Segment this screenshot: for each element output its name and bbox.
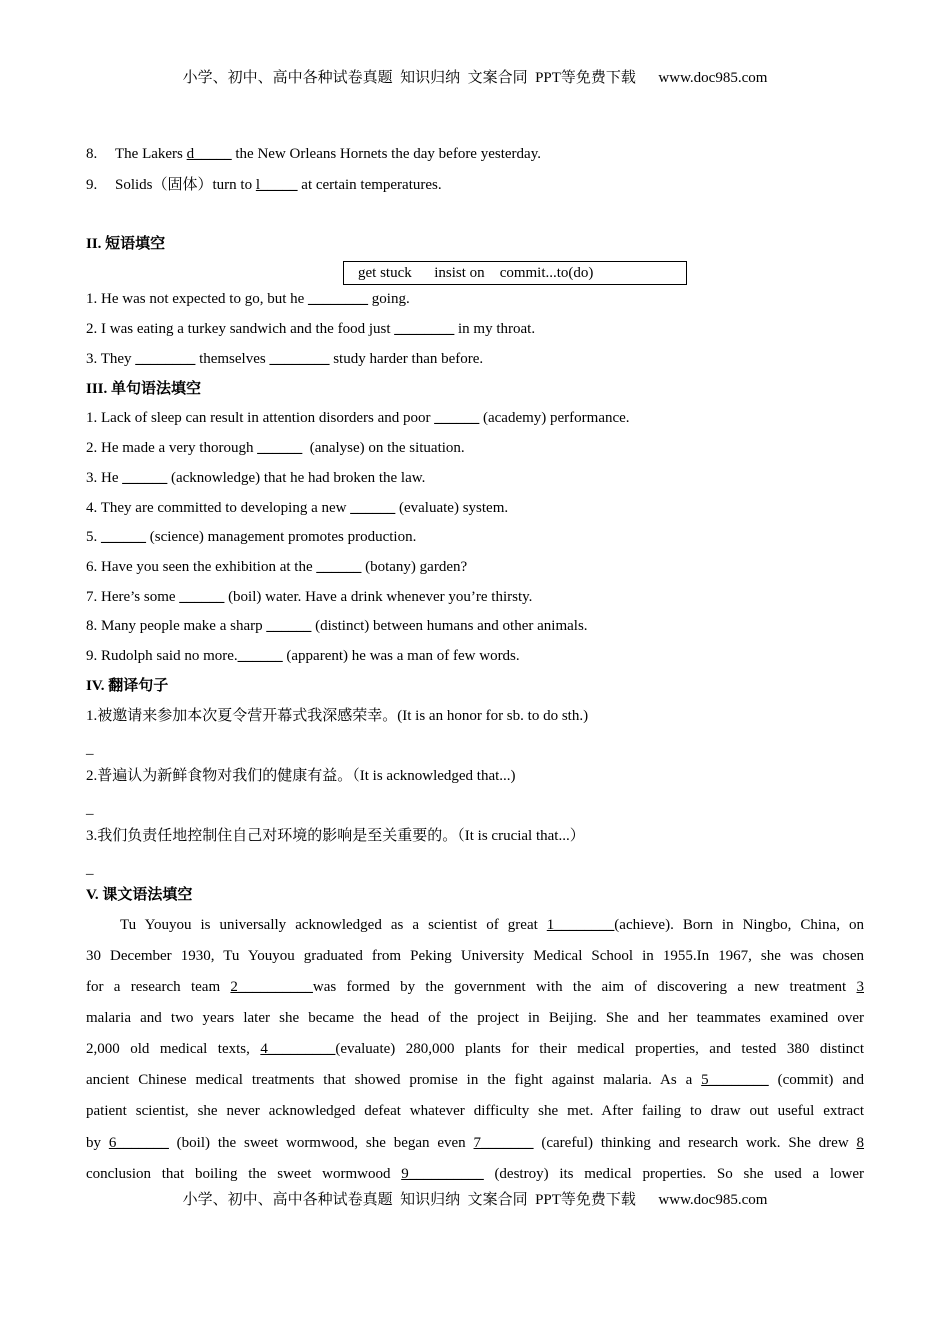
text-segment: (acknowledge) that he had broken the law. [167, 470, 426, 486]
text-line [86, 1071, 864, 1089]
answer-blank: 5________ [701, 1072, 769, 1088]
answer-blank: ______ [316, 559, 362, 575]
text-line [86, 528, 416, 546]
page-footer: 小学、初中、高中各种试卷真题 知识归纳 文案合同 PPT等免费下载 www.doc985.com [182, 1192, 768, 1208]
text-line [86, 1134, 864, 1152]
word-box [343, 261, 687, 285]
text-line [86, 767, 516, 785]
text-segment: (achieve). Born in Ningbo, China, on [614, 917, 864, 933]
text-segment: the New Orleans Hornets the day before yesterday. [231, 146, 541, 162]
text-segment: (apparent) he was a man of few words. [282, 648, 520, 664]
text-segment: 1. He was not expected to go, but he [86, 291, 309, 307]
text-segment: III. 单句语法填空 [86, 381, 202, 397]
text-segment: 6. Have you seen the exhibition at the [86, 559, 317, 575]
text-segment: 2. He made a very thorough [86, 440, 258, 456]
text-segment: 1. Lack of sleep can result in attention disorders and poor [86, 410, 435, 426]
text-segment: 2.普遍认为新鲜食物对我们的健康有益。（It is acknowledged that...) [86, 768, 516, 784]
text-line [86, 409, 630, 427]
text-segment: (science) management promotes production. [146, 529, 417, 545]
text-segment: II. 短语填空 [86, 236, 166, 252]
text-line [86, 469, 425, 487]
text-segment: 30 December 1930, Tu Youyou graduated from Peking University Medical School in 1955.In 1967, she was chosen [86, 948, 864, 964]
text-line [86, 558, 467, 576]
answer-blank: ________ [269, 351, 330, 367]
text-segment: 2,000 old medical texts, [86, 1041, 261, 1057]
text-line [86, 647, 520, 665]
text-segment: 5. [86, 529, 101, 545]
text-segment: The Lakers [115, 146, 187, 162]
text-segment: _ [86, 801, 94, 817]
text-line [86, 707, 588, 725]
text-segment: at certain temperatures. [297, 177, 442, 193]
text-segment: V. 课文语法填空 [86, 887, 193, 903]
answer-blank: 4_________ [260, 1041, 336, 1057]
text-line [86, 176, 442, 194]
text-segment: (destroy) its medical properties. So she used a lower [483, 1166, 864, 1182]
answer-blank: ______ [122, 470, 168, 486]
answer-blank: ________ [308, 291, 369, 307]
answer-blank: ______ [350, 500, 396, 516]
answer-blank: ______ [266, 618, 312, 634]
answer-blank: 6_______ [108, 1135, 169, 1151]
answer-blank: 7_______ [473, 1135, 534, 1151]
answer-blank: ______ [434, 410, 480, 426]
text-line [86, 916, 864, 934]
text-segment: _ [86, 861, 94, 877]
text-line [86, 1102, 864, 1120]
text-segment: by [86, 1135, 109, 1151]
text-segment: (botany) garden? [361, 559, 468, 575]
answer-blank: l_____ [255, 177, 298, 193]
text-segment: conclusion that boiling the sweet wormwood [86, 1166, 402, 1182]
text-line [86, 320, 535, 338]
answer-blank: d_____ [186, 146, 232, 162]
text-line [86, 1165, 864, 1183]
text-segment: 7. Here’s some [86, 589, 180, 605]
text-segment: Solids（固体）turn to [115, 177, 256, 193]
text-line [86, 860, 94, 878]
section-heading [86, 886, 192, 904]
text-segment: study harder than before. [329, 351, 484, 367]
text-line [86, 499, 508, 517]
answer-blank: ________ [394, 321, 455, 337]
answer-blank: 8 [856, 1135, 865, 1151]
word-box-item: commit...to(do) [499, 265, 594, 281]
answer-blank: ______ [179, 589, 225, 605]
text-line [86, 439, 465, 457]
text-segment: ancient Chinese medical treatments that showed promise in the fight against malaria. As a [86, 1072, 702, 1088]
text-segment: 3. They [86, 351, 136, 367]
text-segment: 2. I was eating a turkey sandwich and the food just [86, 321, 395, 337]
text-line [86, 617, 588, 635]
text-segment: (boil) the sweet wormwood, she began even [168, 1135, 474, 1151]
text-line [86, 1040, 864, 1058]
text-line [86, 1009, 864, 1027]
section-heading [86, 380, 201, 398]
text-segment: going. [368, 291, 410, 307]
text-segment: 3. He [86, 470, 123, 486]
text-segment: malaria and two years later she became the head of the project in Beijing. She and her teammates examined over [86, 1010, 864, 1026]
answer-blank: 2__________ [230, 979, 313, 995]
text-line [86, 290, 410, 308]
answer-blank: 3 [856, 979, 864, 995]
text-segment: 4. They are committed to developing a new [86, 500, 351, 516]
text-line [86, 350, 483, 368]
text-line [86, 740, 94, 758]
text-line [86, 947, 864, 965]
word-box-item: insist on [434, 265, 485, 281]
text-segment: (distinct) between humans and other animals. [311, 618, 588, 634]
page-header: 小学、初中、高中各种试卷真题 知识归纳 文案合同 PPT等免费下载 www.doc985.com [182, 70, 768, 86]
text-line [86, 827, 585, 845]
text-segment: in my throat. [454, 321, 536, 337]
answer-blank: ______ [237, 648, 283, 664]
answer-blank: ______ [257, 440, 303, 456]
section-heading [86, 677, 168, 695]
text-segment: Tu Youyou is universally acknowledged as a scientist of great [120, 917, 547, 933]
text-segment: _ [86, 741, 94, 757]
text-segment: themselves [195, 351, 270, 367]
answer-blank: 9__________ [401, 1166, 484, 1182]
text-segment: was formed by the government with the aim of discovering a new treatment [312, 979, 857, 995]
text-segment: 8. Many people make a sharp [86, 618, 267, 634]
answer-blank: ______ [101, 529, 146, 545]
text-line [86, 978, 864, 996]
text-segment: for a research team [86, 979, 231, 995]
text-segment: 1.被邀请来参加本次夏令营开幕式我深感荣幸。(It is an honor for sb. to do sth.) [86, 708, 589, 724]
item-number: 8. [86, 146, 98, 162]
text-line [86, 145, 541, 163]
word-box-item: get stuck [358, 265, 412, 281]
text-line [86, 800, 94, 818]
answer-blank: ________ [135, 351, 196, 367]
text-segment: 3.我们负责任地控制住自己对环境的影响是至关重要的。（It is crucial that...） [86, 828, 585, 844]
text-segment: (boil) water. Have a drink whenever you’re thirsty. [224, 589, 533, 605]
item-number: 9. [86, 177, 98, 193]
text-line [86, 588, 532, 606]
section-heading [86, 235, 165, 253]
answer-blank: 1________ [546, 917, 615, 933]
text-segment: (evaluate) system. [395, 500, 509, 516]
text-segment: (commit) and [768, 1072, 864, 1088]
text-segment: 9. Rudolph said no more. [86, 648, 238, 664]
text-segment: (careful) thinking and research work. She drew [533, 1135, 857, 1151]
text-segment: (analyse) on the situation. [302, 440, 465, 456]
text-segment: IV. 翻译句子 [86, 678, 169, 694]
text-segment: (evaluate) 280,000 plants for their medical properties, and tested 380 distinct [335, 1041, 864, 1057]
text-segment: (academy) performance. [479, 410, 630, 426]
text-segment: patient scientist, she never acknowledged defeat whatever difficulty she met. After failing to draw out useful extract [86, 1103, 864, 1119]
